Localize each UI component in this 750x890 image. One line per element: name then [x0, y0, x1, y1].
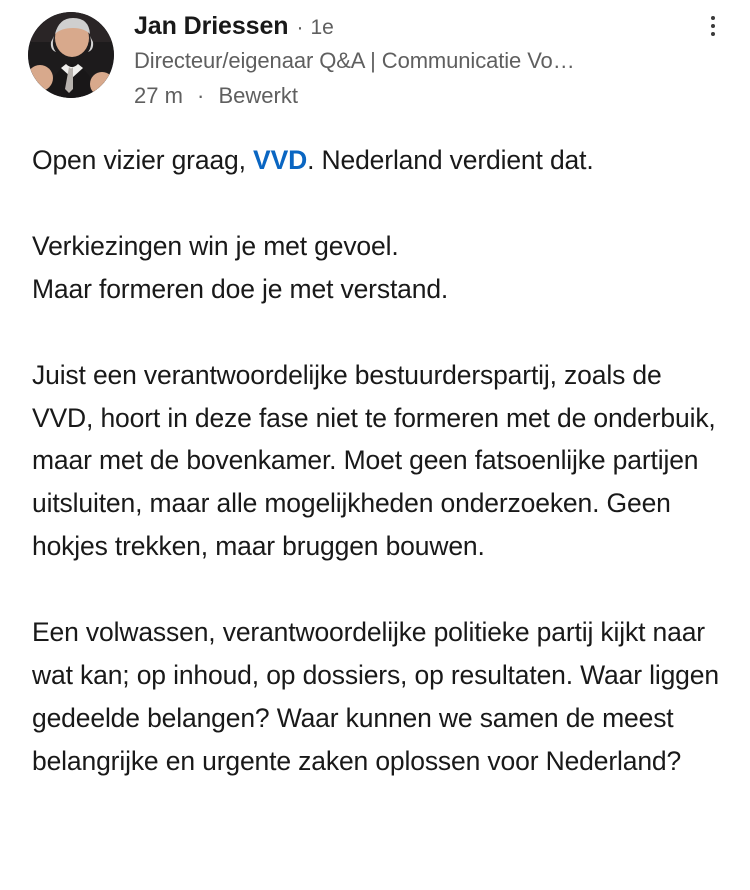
menu-dot-2: [711, 24, 715, 28]
author-info: [134, 8, 732, 109]
mention-link-vvd[interactable]: VVD: [253, 145, 308, 175]
menu-dot-3: [711, 32, 715, 36]
author-headline: Directeur/eigenaar Q&A | Communicatie Vo…: [134, 48, 575, 73]
post-paragraph-4: Een volwassen, verantwoordelijke politieke partij kijkt naar wat kan; op inhoud, op dossiers, op resultaten. Waar liggen gedeelde belangen? Waar kunnen we samen de meest belangrijke en urgente zaken oplossen voor Nederland?: [32, 617, 719, 776]
overflow-menu-icon[interactable]: [698, 8, 728, 44]
post-time: 27 m: [134, 83, 183, 108]
paragraph-1-suffix: . Nederland verdient dat.: [307, 145, 594, 175]
post-paragraph-2: [32, 225, 720, 311]
post-body: [0, 139, 750, 783]
paragraph-1-prefix: Open vizier graag,: [32, 145, 254, 175]
post-meta: [134, 83, 732, 109]
post-edited-label: Bewerkt: [218, 83, 298, 108]
avatar-image: [28, 12, 114, 98]
paragraph-2-line-1: Verkiezingen win je met gevoel.: [32, 230, 399, 261]
avatar[interactable]: [28, 12, 114, 98]
author-name[interactable]: Jan Driessen: [134, 12, 289, 40]
post-paragraph-1: [32, 139, 720, 182]
post-paragraph-3: Juist een verantwoordelijke bestuurderspartij, zoals de VVD, hoort in deze fase niet te formeren met de onderbuik, maar met de bovenkamer. Moet geen fatsoenlijke partijen uitsluiten, maar alle mogelijkheden onderzoeken. Geen hokjes trekken, maar bruggen bouwen.: [32, 359, 716, 562]
menu-dot-1: [711, 16, 715, 20]
author-name-row: [134, 12, 732, 41]
post-header: [0, 0, 750, 109]
meta-separator: ·: [197, 83, 205, 108]
name-separator: ·: [296, 16, 304, 39]
connection-degree: 1e: [310, 16, 334, 39]
paragraph-2-line-2: Maar formeren doe je met verstand.: [32, 273, 449, 304]
